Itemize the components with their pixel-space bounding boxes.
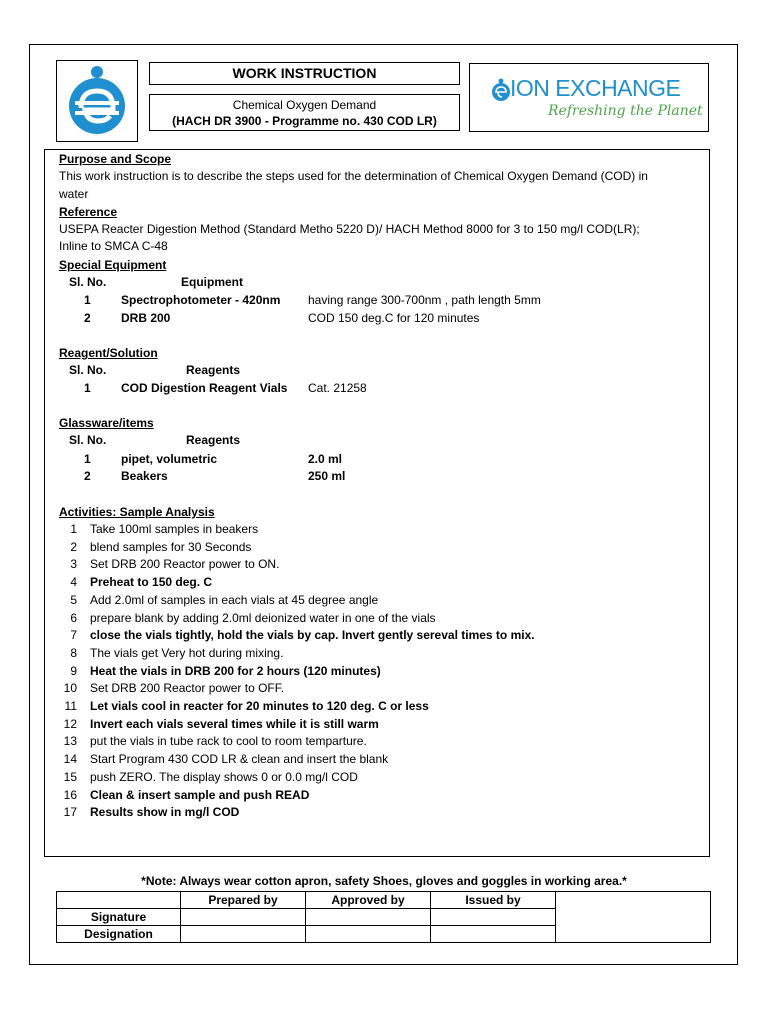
glassware-row-detail: 2.0 ml (308, 452, 343, 466)
equipment-row-detail: having range 300-700nm , path length 5mm (308, 293, 541, 307)
brand-tagline: Refreshing the Planet (548, 103, 703, 119)
glassware-heading: Glassware/items (59, 416, 154, 430)
activity-step-text: Start Program 430 COD LR & clean and insert the blank (90, 752, 389, 767)
activity-step-number: 5 (70, 592, 77, 607)
signoff-corner-cell (57, 892, 181, 909)
designation-issued-cell[interactable] (431, 926, 556, 943)
glassware-row-name: pipet, volumetric (121, 452, 218, 466)
signature-issued-cell[interactable] (431, 909, 556, 926)
equipment-row-no: 1 (84, 293, 91, 307)
document-title: WORK INSTRUCTION (149, 62, 460, 85)
approved-by-header: Approved by (306, 892, 431, 909)
glassware-row-detail: 250 ml (308, 469, 346, 483)
activity-step-text: Clean & insert sample and push READ (90, 787, 310, 802)
designation-prepared-cell[interactable] (181, 926, 306, 943)
activity-step-number: 9 (70, 663, 77, 678)
equipment-heading: Special Equipment (59, 258, 167, 272)
activity-step-text: Preheat to 150 deg. C (90, 575, 213, 590)
activity-step-number: 17 (63, 805, 77, 820)
activity-step-text: Results show in mg/l COD (90, 805, 240, 820)
activities-heading: Activities: Sample Analysis (59, 505, 215, 519)
activity-step-text: put the vials in tube rack to cool to room temparture. (90, 734, 367, 749)
activity-step-number: 16 (63, 787, 77, 802)
activity-step-text: Heat the vials in DRB 200 for 2 hours (120 minutes) (90, 663, 381, 678)
activity-step-number: 8 (70, 645, 77, 660)
reagent-row-name: COD Digestion Reagent Vials (121, 381, 288, 395)
activity-step-number: 10 (63, 681, 77, 696)
designation-row-label: Designation (57, 926, 181, 943)
document-subtitle (149, 94, 460, 131)
activity-step-number: 2 (70, 539, 77, 554)
ion-exchange-emblem-icon (57, 61, 137, 141)
activity-step-text: push ZERO. The display shows 0 or 0.0 mg/l COD (90, 769, 358, 784)
reagent-col-sl: Sl. No. (69, 363, 107, 377)
glassware-col-name: Reagents (186, 433, 241, 447)
purpose-heading: Purpose and Scope (59, 152, 172, 166)
activity-step-number: 1 (70, 522, 77, 536)
activity-step-number: 3 (70, 557, 77, 572)
activity-step-text: Take 100ml samples in beakers (90, 522, 259, 536)
designation-approved-cell[interactable] (306, 926, 431, 943)
activity-step-number: 11 (64, 699, 77, 713)
reference-heading: Reference (59, 205, 118, 219)
subtitle-line-1: Chemical Oxygen Demand (232, 98, 377, 112)
signature-approved-cell[interactable] (306, 909, 431, 926)
ion-exchange-small-emblem-icon (490, 78, 512, 102)
equipment-col-sl: Sl. No. (69, 275, 107, 289)
reference-text-line-1: USEPA Reacter Digestion Method (Standard Metho 5220 D)/ HACH Method 8000 for 3 to 150 mg/l COD(LR); (59, 222, 640, 236)
activity-step-number: 7 (70, 628, 77, 643)
purpose-text-line-1: This work instruction is to describe the steps used for the determination of Chemical Oxygen Demand (COD) in (59, 169, 648, 183)
activity-step-number: 6 (70, 610, 77, 625)
issued-by-header: Issued by (431, 892, 556, 909)
safety-note: *Note: Always wear cotton apron, safety Shoes, gloves and goggles in working area.* (141, 874, 627, 888)
activity-step-text: Let vials cool in reacter for 20 minutes to 120 deg. C or less (90, 699, 429, 713)
activity-step-number: 13 (63, 734, 77, 749)
activity-step-text: The vials get Very hot during mixing. (90, 645, 284, 660)
reference-text-line-2: Inline to SMCA C-48 (59, 239, 168, 253)
equipment-row-detail: COD 150 deg.C for 120 minutes (308, 311, 480, 325)
activity-step-text: Set DRB 200 Reactor power to OFF. (90, 681, 285, 696)
reagent-row-detail: Cat. 21258 (308, 381, 367, 395)
equipment-col-name: Equipment (181, 275, 243, 289)
equipment-row-name: DRB 200 (121, 311, 171, 325)
equipment-row-no: 2 (84, 311, 91, 325)
glassware-row-no: 1 (84, 452, 91, 466)
signoff-table (56, 891, 711, 943)
equipment-row-name: Spectrophotometer - 420nm (121, 293, 281, 307)
activity-step-text: close the vials tightly, hold the vials by cap. Invert gently sereval times to mix. (90, 628, 535, 643)
activity-step-number: 14 (63, 752, 77, 767)
signature-prepared-cell[interactable] (181, 909, 306, 926)
activity-step-text: Set DRB 200 Reactor power to ON. (90, 557, 280, 572)
activity-step-number: 12 (63, 716, 77, 731)
glassware-row-name: Beakers (121, 469, 168, 483)
activity-step-number: 4 (70, 575, 77, 590)
reagent-col-name: Reagents (186, 363, 241, 377)
reagent-heading: Reagent/Solution (59, 346, 158, 360)
signoff-extra-cell (556, 892, 711, 943)
glassware-row-no: 2 (84, 469, 91, 483)
reagent-row-no: 1 (84, 381, 91, 395)
activity-step-text: prepare blank by adding 2.0ml deionized water in one of the vials (90, 610, 436, 625)
company-logo (56, 60, 138, 142)
prepared-by-header: Prepared by (181, 892, 306, 909)
activity-step-text: blend samples for 30 Seconds (90, 539, 252, 554)
activity-step-number: 15 (63, 769, 77, 784)
subtitle-line-2: (HACH DR 3900 - Programme no. 430 COD LR) (172, 114, 437, 128)
activity-step-text: Invert each vials several times while it is still warm (90, 716, 379, 731)
brand-logo (469, 63, 709, 132)
purpose-text-line-2: water (59, 187, 89, 201)
activity-step-text: Add 2.0ml of samples in each vials at 45 degree angle (90, 592, 379, 607)
signature-row-label: Signature (57, 909, 181, 926)
glassware-col-sl: Sl. No. (69, 433, 107, 447)
brand-name: ION EXCHANGE (510, 75, 681, 101)
